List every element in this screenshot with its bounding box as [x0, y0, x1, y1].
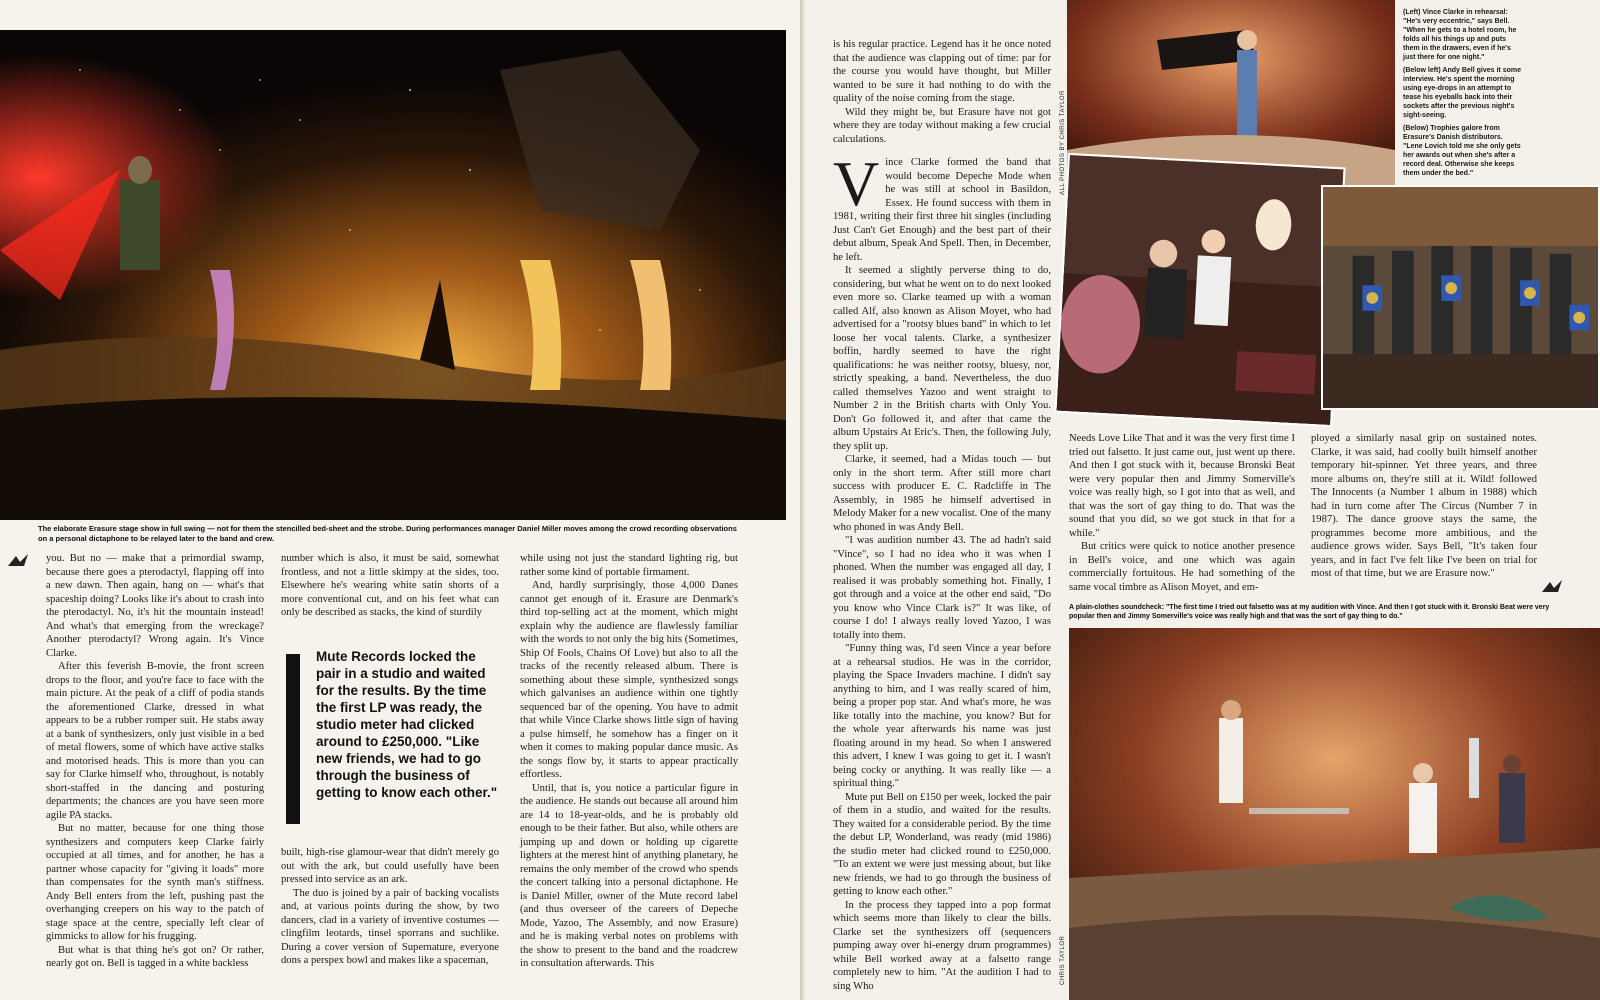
side-caption: [1403, 8, 1523, 178]
end-marker-icon: [1540, 578, 1564, 596]
paragraph: Clarke, it seemed, had a Midas touch — but only in the short term. After still more chart success with producer E. C. Radcliffe in The Assembly, in 1985 he himself advertised in Melody Maker for a new vocalist. One of the many who phoned in was Andy Bell.: [833, 454, 1051, 533]
left-column-2-top: [281, 552, 499, 620]
paragraph: And, hardly surprisingly, those 4,000 Danes cannot get enough of it. Erasure are Denmark's third top-selling act at the moment, which might explain why the audience are flawlessly familiar with the words to not only the big hits (Sometimes, Ship Of Fools, Chains Of Love) but also to all the tracks of the recently released album. There is something about these simple, synthesized songs which galvanises an audience within one tightly sequenced bar of the opening. You have to admit that while Vince Clarke shows little sign of having a pulse himself, he somehow has a finger on it when it comes to making popular dance music. As the songs flow by, it starts to appear practically effortless.: [520, 580, 738, 780]
paragraph: you. But no — make that a primordial swamp, because there goes a pterodactyl, flapping off into a new dawn. Then again, hang on — what's that spaceship doing? Looks like it's about to crash into the pterodactyl. No, it's hit the mountain instead! And what's that emerging from the wreckage? Another pterodactyl? Wrong again. It's Vince Clarke.: [46, 553, 264, 659]
section-marker-icon: [6, 552, 30, 570]
paragraph: It seemed a slightly perverse thing to do, considering, but what he went on to do next looked even more so. Clarke teamed up with a woman called Alf, also known as Alison Moyet, who had advertised for a "rootsy blues band" in which to let loose her vocal talents. Clarke, a synthesizer boffin, hardly seemed to have the right qualifications: he was neither rootsy, bluesy, nor, strictly speaking, a band. Nevertheless, the duo called themselves Yazoo and went straight to Number 2 in the British charts with Only You. Don't Go followed it, and after that came the album Upstairs At Eric's. Then, the following July, they split up.: [833, 265, 1051, 452]
pull-quote: [316, 648, 501, 801]
photo-credit-bottom: CHRIS TAYLOR: [1060, 935, 1066, 985]
right-column-2: [1069, 432, 1295, 594]
side-caption-vince: (Left) Vince Clarke in rehearsal: "He's very eccentric," says Bell. "When he gets to a hotel room, he folds all his things up and puts them in the drawers, even if he's just there for one night.": [1403, 9, 1517, 61]
paragraph: After this feverish B-movie, the front screen drops to the floor, and you're face to face with the main picture. At the peak of a cliff of podia stands the aforementioned Clarke, dressed in what appears to be a rubber romper suit. He stabs away at a bank of synthesizers, only just visible in a bed of metal flowers, some of which have active stalks and motorised heads. This is more than you can say for Clarke himself who, throughout, is notably short-staffed in the dancing and posturing departments; the chances are you have seen more agile PA stacks.: [46, 661, 264, 821]
pull-quote-text: Mute Records locked the pair in a studio and waited for the results. By the time the first LP was ready, the studio meter had clicked around to £250,000. "Like new friends, we had to go through the business of getting to know each other.": [316, 649, 498, 800]
stage-photo-caption: The elaborate Erasure stage show in full swing — not for them the stencilled bed-sheet and the strobe. During performances manager Daniel Miller moves among the crowd recording observations on a personal dictaphone to be relayed later to the band and crew.: [38, 524, 737, 543]
paragraph: [833, 148, 1051, 264]
side-caption-andy: (Below left) Andy Bell gives it some interview. He's spent the morning using eye-drops in an attempt to tease his eyeballs back into their sockets after the previous night's sight-seeing.: [1403, 67, 1521, 119]
andy-interview-photo: [1054, 153, 1345, 427]
soundcheck-photo: [1069, 628, 1600, 1000]
soundcheck-image: [1069, 628, 1600, 1000]
photo-credit-top: ALL PHOTOS BY CHRIS TAYLOR: [1060, 90, 1066, 195]
side-caption-trophies: (Below) Trophies galore from Erasure's Danish distributors. "Lene Lovich told me she only gets her awards out when she's after a record deal. Otherwise she keeps them under the bed.": [1403, 125, 1521, 177]
paragraph: Mute put Bell on £150 per week, locked the pair of them in a studio, and waited for the results. They waited for a considerable period. By the time the debut LP, Wonderland, was ready (mid 1986) the studio meter had clicked round to £250,000. "To an extent we were just messing about, but like new friends, we had to go through the business of getting to know each other.": [833, 791, 1051, 897]
paragraph: The duo is joined by a pair of backing vocalists and, at various points during the show, by two dancers, clad in a variety of inventive costumes — clingfilm leotards, tinsel sporrans and suchlike. During a cover version of Supernature, everyone dons a perspex bowl and makes like a spaceman,: [281, 887, 499, 966]
right-column-3: [1311, 432, 1537, 581]
paragraph: Needs Love Like That and it was the very first time I tried out falsetto. It just came out, just went up there. And then I got stuck with it, because Bronski Beat were very popular then and Jimmy Somerville's voice was really high, so I got into that as well, and that was the sort of gay thing to do. That was the sound that you did, so we got stuck in that for a while.": [1069, 433, 1295, 539]
paragraph: "I was audition number 43. The ad hadn't said "Vince", so I had no idea who it was when I phoned. When the number was engaged all day, I realised it was probably something hot. Finally, I got through and a voice at the other end said, "Do you know who Vince Clark is?" It was like, of course I do! I always really loved Yazoo, I was totally into them.: [833, 535, 1051, 641]
stage-show-photo: [0, 30, 786, 520]
paragraph: number which is also, it must be said, somewhat frontless, and not a little skimpy at the sides, too. Elsewhere he's wearing white satin shorts of a more conventional cut, and on his feet what can only be described as stacks, the kind of sturdily: [281, 553, 499, 618]
paragraph: built, high-rise glamour-wear that didn't merely go out with the ark, but could usefully have been pressed into service as an ark.: [281, 847, 499, 885]
paragraph: Wild they might be, but Erasure have not got where they are today without making a few crucial calculations.: [833, 106, 1051, 145]
trophies-photo: [1321, 185, 1600, 410]
right-page: [805, 0, 1600, 1000]
right-column-1: [833, 38, 1051, 993]
paragraph: while using not just the standard lighting rig, but rather some kind of portable firmament.: [520, 553, 738, 578]
left-column-1: [46, 552, 264, 992]
paragraph: ployed a similarly nasal grip on sustained notes. Clarke, it was said, had coolly built himself another temporary hit-spinner. Yet three years, and three more albums on, they're still at it. Wild! followed The Innocents (a Number 1 album in 1988) which had in turn come after The Circus (Number 7 in 1987). The dance groove stays the same, the programmes become more ambitious, and the audience grows wider. Says Bell, "It's taken four years, and in fact I've felt like I've been on trial for most of that time, but we are Erasure now.": [1311, 433, 1537, 579]
paragraph: "Funny thing was, I'd seen Vince a year before at a rehearsal studios. He was in the corridor, playing the Space Invaders machine. I didn't say anything to him, and I was really scared of him, being a proper pop star. And what's more, he was like totally into the machine, you know? But for the whole year afterwards his name was just floating around in my head. So when I answered this advert, I knew I was going to get it. I wasn't being cocky or anything. It was really like — a spiritual thing.": [833, 643, 1051, 789]
paragraph: In the process they tapped into a pop format which seems more than likely to clear the bills. Clarke set the synthesizers off (sequencers pumping away over hi-energy drum programmes) while Bell worked away at a falsetto range completely new to him. "At the audition I had to sing Who: [833, 899, 1051, 992]
left-column-3: [520, 552, 738, 971]
pull-quote-bar: [286, 654, 300, 824]
paragraph: Until, that is, you notice a particular figure in the audience. He stands out because all around him are 14 to 18-year-olds, and he is probably old enough to be their father. But also, while others are jumping up and down or holding up cigarette lighters at the merest hint of anything planetary, he remains the only member of the crowd who spends the concert talking into a personal dictaphone. He is Daniel Miller, owner of the Mute record label (and thus overseer of the careers of Depeche Mode, Yazoo, The Assembly, and now Erasure) and he is making verbal notes on problems with the show to present to the band and the roadcrew in consultation afterwards. This: [520, 782, 738, 969]
paragraph: But what is that thing he's got on? Or rather, nearly got on. Bell is tagged in a white backless: [46, 944, 264, 969]
paragraph: is his regular practice. Legend has it he once noted that the audience was clapping out of time: par for the course you would have thought, but Miller wanted to be sure it had nothing to do with the quality of the noise coming from the stage.: [833, 39, 1051, 104]
left-column-2-bottom: [281, 846, 499, 968]
trophies-image: [1323, 187, 1598, 408]
andy-interview-image: [1056, 155, 1343, 425]
drop-cap: V: [833, 148, 880, 219]
paragraph: But no matter, because for one thing those synthesizers and computers keep Clarke fairly occupied at all times, and for another, he has a partner whose capacity for "giving it loads" more than compensates for the synth man's stiffness. Andy Bell enters from the left, pushing past the overhanging creepers on his way to the patch of stage space at the centre, specially left clear of gimmicks to allow for his frugging.: [46, 823, 264, 942]
soundcheck-caption: A plain-clothes soundcheck: "The first time I tried out falsetto was at my audition with Vince. And then I got stuck with it. Bronski Beat were very popular then and Jimmy Somerville's voice was really high and that was the sort of gay thing to do.": [1069, 604, 1550, 620]
drop-cap-paragraph: ince Clarke formed the band that would become Depeche Mode when he was still at school in Basildon, Essex. He found success with them in 1981, writing their first three hit singles (including Just Can't Get Enough) and the best part of their debut album, Speak And Spell. Then, in December, he left.: [833, 157, 1051, 263]
stage-show-image: [0, 30, 786, 520]
paragraph: But critics were quick to notice another presence in Bell's voice, and one which was again commercially fortuitous. He had something of the same vocal timbre as Alison Moyet, and em-: [1069, 541, 1295, 593]
